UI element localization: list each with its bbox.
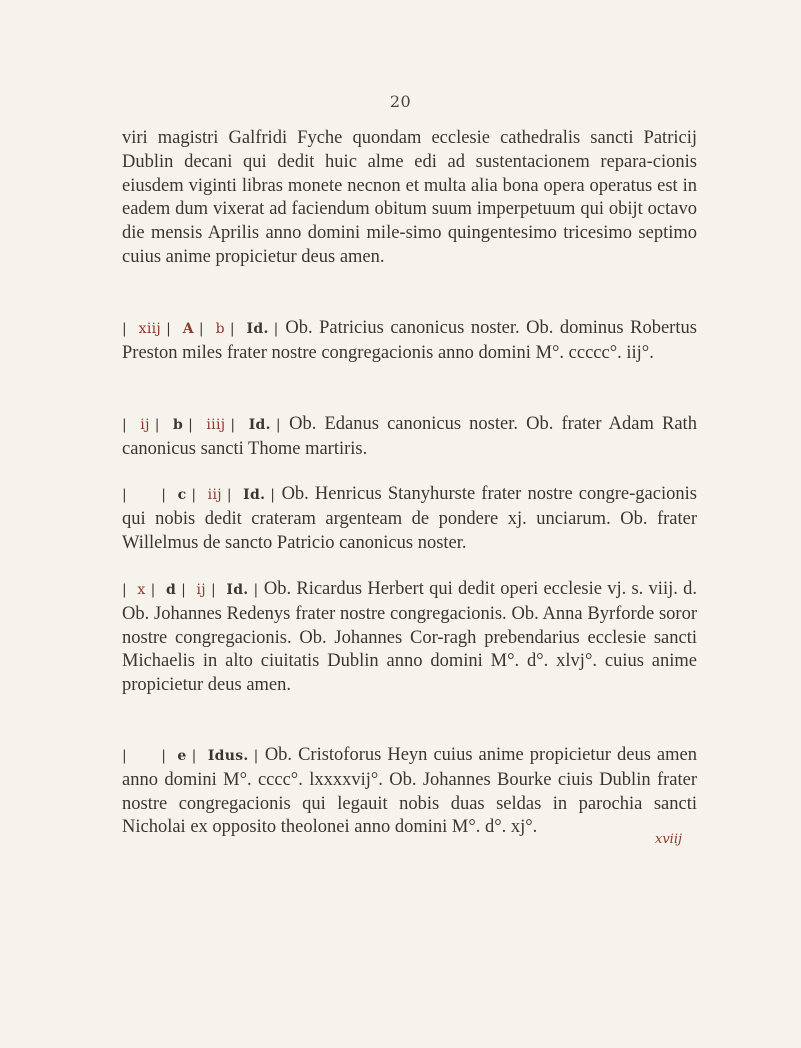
roman-day: Id. [246, 321, 269, 337]
dominical-letter: e [177, 748, 187, 764]
dominical-letter: c [177, 487, 187, 503]
calendar-marginal: | ij | b | iiij | Id. | [122, 417, 281, 433]
calendar-marginal: | | c | iij | Id. | [122, 487, 276, 503]
intro-paragraph: viri magistri Galfridi Fyche quondam ecclesie cathedralis sancti Patricij Dublin decani qui dedit huic alme edi ad sustentacionem repara-cionis eiusdem viginti libras monete necnon et multa alia bona opera operatus est in eadem dum vixerat ad faciendum obitum suum imperpetuum qui obijt octavo die mensis Aprilis anno domini mile-simo quingentesimo tricesimo septimo cuius anime propicietur deus amen. [122, 128, 697, 267]
roman-day: Idus. [207, 748, 249, 764]
obit-entry [122, 744, 697, 840]
entry-text: Ob. Cristoforus Heyn cuius anime propicietur deus amen anno domini M°. cccc°. lxxxxvij°. Ob. Johannes Bourke ciuis Dublin frater nostre congregacionis qui legauit nobis duas seldas in parochia sancti Nicholai ex opposito theolonei anno domini M°. d°. xj°. [122, 745, 697, 838]
entry-text: Ob. Henricus Stanyhurste frater nostre congre-gacionis qui nobis dedit crateram argenteam de pondere xj. unciarum. Ob. frater Willelmus de sancto Patricio canonicus noster. [122, 484, 697, 553]
roman-day-count: iiij [206, 417, 226, 433]
page-number: 20 [389, 92, 412, 111]
golden-number: ij [140, 417, 150, 433]
roman-day: Id. [248, 417, 271, 433]
roman-day-count: iij [207, 487, 222, 503]
obit-entry [122, 317, 697, 366]
calendar-marginal: | xiij | A | b | Id. | [122, 321, 279, 337]
calendar-marginal: | | e | Idus. | [122, 748, 259, 764]
obit-entry [122, 578, 697, 698]
golden-number: xiij [138, 321, 162, 337]
kalends-letter: A [182, 321, 194, 337]
obit-entry [122, 483, 697, 555]
catchword: xviij [655, 832, 683, 847]
entry-text: Ob. Patricius canonicus noster. Ob. dominus Robertus Preston miles frater nostre congregacionis anno domini M°. ccccc°. iij°. [122, 318, 697, 363]
dominical-letter: b [215, 321, 225, 337]
obit-entry [122, 413, 697, 462]
roman-day: Id. [226, 582, 249, 598]
dominical-letter: b [173, 417, 184, 433]
roman-day: Id. [243, 487, 266, 503]
golden-number: x [137, 582, 146, 598]
calendar-marginal: | x | d | ij | Id. | [122, 582, 259, 598]
dominical-letter: d [166, 582, 177, 598]
entry-text: Ob. Edanus canonicus noster. Ob. frater Adam Rath canonicus sancti Thome martiris. [122, 414, 697, 459]
roman-day-count: ij [196, 582, 206, 598]
entry-text: Ob. Ricardus Herbert qui dedit operi ecclesie vj. s. viij. d. Ob. Johannes Redenys frater nostre congregacionis. Ob. Anna Byrforde soror nostre congregacionis. Ob. Johannes Cor-ragh prebendarius ecclesie sancti Michaelis in alto ciuitatis Dublin anno domini M°. d°. xlvj°. cuius anime propicietur deus amen. [122, 579, 697, 696]
